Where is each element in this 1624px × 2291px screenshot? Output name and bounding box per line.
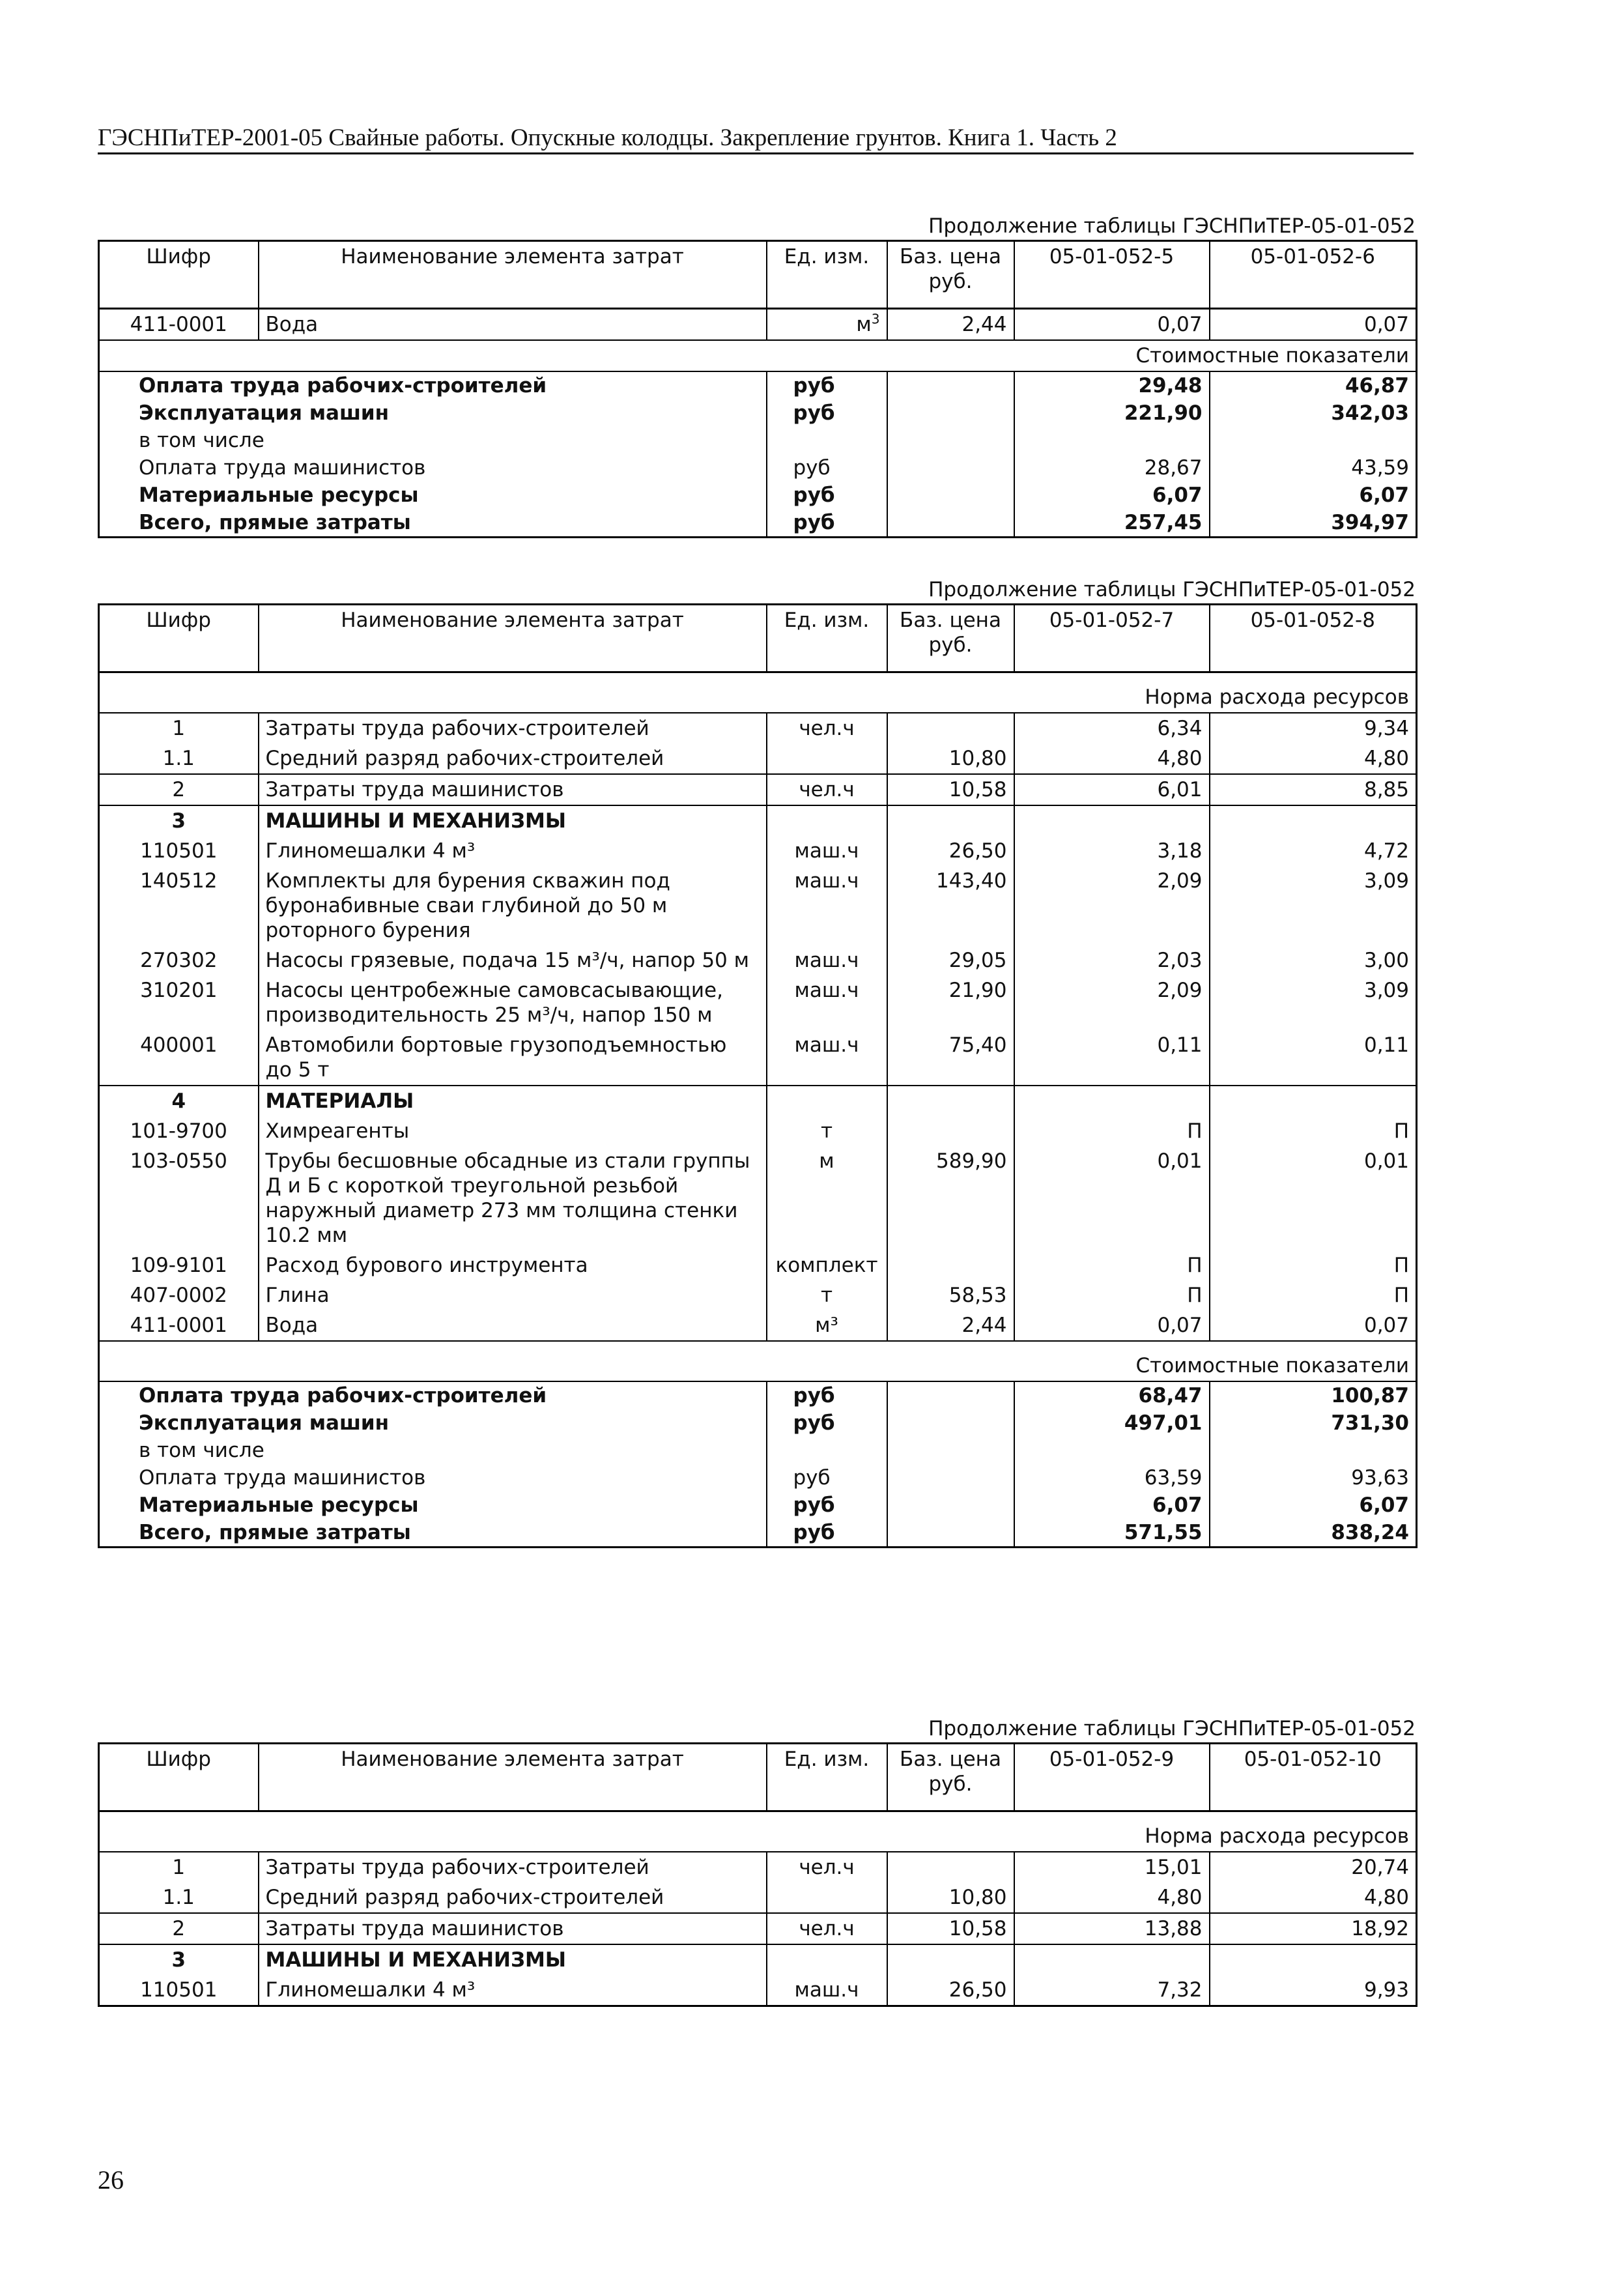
header-col-b: 05-01-052-6: [1210, 241, 1417, 309]
cost-b: 394,97: [1210, 509, 1417, 538]
cost-a: 571,55: [1014, 1519, 1210, 1548]
section-code: 3: [99, 805, 259, 836]
table-row: [99, 774, 1417, 805]
cost-unit: [767, 1437, 887, 1464]
cost-row: [99, 399, 1417, 427]
header-col-a: 05-01-052-5: [1014, 241, 1210, 309]
row-name: Насосы грязевые, подача 15 м³/ч, напор 50 м: [259, 945, 767, 975]
row-a: 6,34: [1014, 713, 1210, 743]
row-a: 2,09: [1014, 975, 1210, 1030]
row-price: 29,05: [887, 945, 1014, 975]
cost-price: [887, 1491, 1014, 1519]
row-price: 10,80: [887, 1882, 1014, 1913]
empty-cell: [887, 1944, 1014, 1975]
cost-name: Эксплуатация машин: [139, 1411, 390, 1435]
header-unit: Ед. изм.: [767, 241, 887, 309]
row-a: 2,09: [1014, 866, 1210, 945]
cost-name: Оплата труда рабочих-строителей: [139, 374, 547, 397]
cost-name: Всего, прямые затраты: [139, 1521, 411, 1544]
row-price: 10,58: [887, 1913, 1014, 1944]
table3: [98, 1742, 1417, 2007]
row-unit: чел.ч: [767, 774, 887, 805]
norm-label-row: [99, 672, 1417, 713]
row-a: 3,18: [1014, 836, 1210, 866]
cost-row: [99, 1437, 1417, 1464]
row-code: 109-9101: [130, 1254, 227, 1277]
row-b: 9,34: [1210, 713, 1417, 743]
row-price: 589,90: [887, 1146, 1014, 1250]
empty-cell: [767, 805, 887, 836]
row-name: Глина: [259, 1280, 767, 1310]
cost-unit: руб: [767, 454, 887, 482]
page-number: 26: [98, 2165, 124, 2195]
cost-b: 731,30: [1210, 1409, 1417, 1437]
row-unit: маш.ч: [767, 975, 887, 1030]
cost-price: [887, 1464, 1014, 1491]
row-code: 310201: [140, 979, 218, 1002]
cost-b: 838,24: [1210, 1519, 1417, 1548]
row-unit: $м^3$: [767, 309, 887, 341]
row-price: 26,50: [887, 1975, 1014, 2006]
cost-row: [99, 371, 1417, 399]
table-row: [99, 1116, 1417, 1146]
row-price: [887, 1852, 1014, 1882]
table2: [98, 603, 1417, 1548]
row-name: Глиномешалки 4 м³: [259, 1975, 767, 2006]
row-price: 21,90: [887, 975, 1014, 1030]
row-a: 13,88: [1014, 1913, 1210, 1944]
cost-unit: руб: [767, 1381, 887, 1409]
header-name: Наименование элемента затрат: [259, 241, 767, 309]
row-a: 4,80: [1014, 743, 1210, 774]
table2-header-row: [99, 605, 1417, 672]
row-code: 1: [172, 1856, 186, 1879]
row-name: Затраты труда машинистов: [259, 1913, 767, 1944]
header-code: Шифр: [99, 241, 259, 309]
row-code: 101-9700: [130, 1119, 227, 1143]
cost-price: [887, 399, 1014, 427]
row-b: 0,07: [1210, 309, 1417, 341]
row-price: 10,58: [887, 774, 1014, 805]
table-row: [99, 713, 1417, 743]
row-a: 0,01: [1014, 1146, 1210, 1250]
row-b: 8,85: [1210, 774, 1417, 805]
norm-label-row: [99, 1811, 1417, 1852]
row-unit: маш.ч: [767, 836, 887, 866]
cost-a: 6,07: [1014, 1491, 1210, 1519]
cost-unit: руб: [767, 1519, 887, 1548]
row-name: Затраты труда машинистов: [259, 774, 767, 805]
row-name: Трубы бесшовные обсадные из стали группы Д и Б с короткой треугольной резьбой наружный диаметр 273 мм толщина стенки 10.2 мм: [259, 1146, 767, 1250]
row-unit: т: [767, 1280, 887, 1310]
table2-caption: Продолжение таблицы ГЭСНПиТЕР-05-01-052: [928, 578, 1416, 601]
section-title: МАТЕРИАЛЫ: [259, 1086, 767, 1116]
cost-b: 46,87: [1210, 371, 1417, 399]
row-unit: маш.ч: [767, 1975, 887, 2006]
row-unit: маш.ч: [767, 866, 887, 945]
cost-row: [99, 1381, 1417, 1409]
row-price: [887, 1116, 1014, 1146]
table1-caption: Продолжение таблицы ГЭСНПиТЕР-05-01-052: [928, 214, 1416, 238]
section-label: Стоимостные показатели: [99, 340, 1417, 371]
row-a: 2,03: [1014, 945, 1210, 975]
row-code: 110501: [140, 839, 218, 863]
row-a: П: [1014, 1250, 1210, 1280]
table-row: [99, 836, 1417, 866]
row-price: 2,44: [887, 1310, 1014, 1341]
table-row: [99, 1882, 1417, 1913]
row-name: Химреагенты: [259, 1116, 767, 1146]
cost-unit: [767, 427, 887, 454]
cost-price: [887, 509, 1014, 538]
row-unit: т: [767, 1116, 887, 1146]
header-price: Баз. цена руб.: [887, 605, 1014, 672]
row-code: 2: [99, 774, 259, 805]
cost-row: [99, 454, 1417, 482]
cost-b: 43,59: [1210, 454, 1417, 482]
empty-cell: [1210, 1086, 1417, 1116]
empty-cell: [1014, 1944, 1210, 1975]
row-b: П: [1210, 1280, 1417, 1310]
row-name: Затраты труда рабочих-строителей: [259, 1852, 767, 1882]
row-code: 270302: [140, 949, 218, 972]
row-a: 0,07: [1014, 309, 1210, 341]
row-unit: маш.ч: [767, 945, 887, 975]
cost-row: [99, 509, 1417, 538]
row-name: Автомобили бортовые грузоподъемностью до 5 т: [259, 1030, 767, 1086]
cost-unit: руб: [767, 1491, 887, 1519]
table1-costs: [99, 371, 1417, 538]
cost-a: 6,07: [1014, 482, 1210, 509]
cost-b: 93,63: [1210, 1464, 1417, 1491]
empty-cell: [887, 1086, 1014, 1116]
cost-b: 342,03: [1210, 399, 1417, 427]
row-unit: маш.ч: [767, 1030, 887, 1086]
row-code: 400001: [140, 1033, 218, 1057]
row-price: 75,40: [887, 1030, 1014, 1086]
cost-row: [99, 1409, 1417, 1437]
row-price: 2,44: [887, 309, 1014, 341]
row-unit: [767, 1882, 887, 1913]
row-code: 407-0002: [130, 1284, 227, 1307]
cost-name: Всего, прямые затраты: [139, 511, 411, 534]
cost-name: Оплата труда машинистов: [139, 456, 426, 480]
machines-section-row: [99, 1944, 1417, 1975]
empty-cell: [767, 1944, 887, 1975]
row-code: 103-0550: [130, 1149, 227, 1173]
table-row: [99, 743, 1417, 774]
row-a: 0,07: [1014, 1310, 1210, 1341]
cost-name: Оплата труда рабочих-строителей: [139, 1384, 547, 1407]
cost-b: 6,07: [1210, 1491, 1417, 1519]
cost-row: [99, 482, 1417, 509]
row-price: 58,53: [887, 1280, 1014, 1310]
table1-header-row: [99, 241, 1417, 309]
row-b: П: [1210, 1250, 1417, 1280]
empty-cell: [1014, 1086, 1210, 1116]
section-label-row: [99, 1341, 1417, 1381]
cost-price: [887, 1381, 1014, 1409]
cost-a: 63,59: [1014, 1464, 1210, 1491]
row-unit: [767, 743, 887, 774]
row-b: 0,07: [1210, 1310, 1417, 1341]
cost-price: [887, 1437, 1014, 1464]
cost-name: Материальные ресурсы: [139, 1493, 419, 1517]
table-row: [99, 945, 1417, 975]
cost-a: 68,47: [1014, 1381, 1210, 1409]
table-row: [99, 1280, 1417, 1310]
table-row: [99, 1852, 1417, 1882]
cost-unit: руб: [767, 399, 887, 427]
row-b: 4,80: [1210, 743, 1417, 774]
table3-header-row: [99, 1744, 1417, 1811]
table-row: [99, 1913, 1417, 1944]
empty-cell: [1210, 805, 1417, 836]
table-row: [99, 1975, 1417, 2006]
cost-row: [99, 1464, 1417, 1491]
row-price: [887, 1250, 1014, 1280]
empty-cell: [1210, 1944, 1417, 1975]
row-a: 7,32: [1014, 1975, 1210, 2006]
row-price: [887, 713, 1014, 743]
row-b: 9,93: [1210, 1975, 1417, 2006]
cost-unit: руб: [767, 1464, 887, 1491]
row-code: 411-0001: [130, 313, 227, 336]
section-code: 3: [99, 1944, 259, 1975]
row-code: 1: [172, 717, 186, 740]
row-unit: чел.ч: [767, 1913, 887, 1944]
machines-section-row: [99, 805, 1417, 836]
cost-unit: руб: [767, 371, 887, 399]
norm-label: Норма расхода ресурсов: [99, 1811, 1417, 1852]
header-code: Шифр: [99, 1744, 259, 1811]
norm-label: Норма расхода ресурсов: [99, 672, 1417, 713]
table-row: [99, 1310, 1417, 1341]
row-name: Глиномешалки 4 м³: [259, 836, 767, 866]
cost-name: Оплата труда машинистов: [139, 1466, 426, 1490]
row-b: 18,92: [1210, 1913, 1417, 1944]
cost-price: [887, 427, 1014, 454]
row-price: 10,80: [887, 743, 1014, 774]
cost-b: 6,07: [1210, 482, 1417, 509]
cost-unit: руб: [767, 1409, 887, 1437]
header-name: Наименование элемента затрат: [259, 605, 767, 672]
cost-name: Эксплуатация машин: [139, 401, 390, 425]
cost-name: Материальные ресурсы: [139, 483, 419, 507]
row-b: 4,72: [1210, 836, 1417, 866]
header-unit: Ед. изм.: [767, 1744, 887, 1811]
section-label: Стоимостные показатели: [99, 1341, 1417, 1381]
cost-row: [99, 1519, 1417, 1548]
cost-b: 100,87: [1210, 1381, 1417, 1409]
header-col-b: 05-01-052-10: [1210, 1744, 1417, 1811]
row-name: Средний разряд рабочих-строителей: [259, 743, 767, 774]
row-price: 143,40: [887, 866, 1014, 945]
header-code: Шифр: [99, 605, 259, 672]
row-name: Насосы центробежные самовсасывающие, производительность 25 м³/ч, напор 150 м: [259, 975, 767, 1030]
cost-price: [887, 1409, 1014, 1437]
row-name: Затраты труда рабочих-строителей: [259, 713, 767, 743]
cost-name: в том числе: [139, 429, 264, 452]
row-unit: м: [767, 1146, 887, 1250]
row-unit: чел.ч: [767, 1852, 887, 1882]
table3-body: [99, 1852, 1417, 2006]
row-name: Расход бурового инструмента: [259, 1250, 767, 1280]
cost-a: [1014, 427, 1210, 454]
header-col-a: 05-01-052-7: [1014, 605, 1210, 672]
cost-price: [887, 1519, 1014, 1548]
table-row: [99, 975, 1417, 1030]
table2-body: [99, 713, 1417, 1341]
header-price: Баз. цена руб.: [887, 1744, 1014, 1811]
header-col-a: 05-01-052-9: [1014, 1744, 1210, 1811]
table3-caption: Продолжение таблицы ГЭСНПиТЕР-05-01-052: [928, 1717, 1416, 1740]
page-header: ГЭСНПиТЕР-2001-05 Свайные работы. Опускные колодцы. Закрепление грунтов. Книга 1. Часть 2: [98, 125, 1414, 154]
row-b: 3,09: [1210, 866, 1417, 945]
materials-section-row: [99, 1086, 1417, 1116]
cost-a: 28,67: [1014, 454, 1210, 482]
cost-name: в том числе: [139, 1439, 264, 1462]
row-code: 110501: [140, 1978, 218, 2002]
empty-cell: [767, 1086, 887, 1116]
row-unit: чел.ч: [767, 713, 887, 743]
table-row: [99, 309, 1417, 341]
cost-price: [887, 482, 1014, 509]
row-code: 1.1: [162, 1886, 195, 1909]
header-unit: Ед. изм.: [767, 605, 887, 672]
table-row: [99, 1146, 1417, 1250]
cost-row: [99, 1491, 1417, 1519]
cost-unit: руб: [767, 509, 887, 538]
empty-cell: [887, 805, 1014, 836]
row-b: 0,11: [1210, 1030, 1417, 1086]
row-unit: комплект: [767, 1250, 887, 1280]
row-name: Комплекты для бурения скважин под буронабивные сваи глубиной до 50 м роторного бурения: [259, 866, 767, 945]
section-title: МАШИНЫ И МЕХАНИЗМЫ: [259, 805, 767, 836]
table-row: [99, 1250, 1417, 1280]
row-code: 411-0001: [130, 1314, 227, 1337]
row-code: 140512: [140, 869, 218, 893]
header-name: Наименование элемента затрат: [259, 1744, 767, 1811]
section-code: 4: [99, 1086, 259, 1116]
row-name: Вода: [259, 309, 767, 341]
row-b: 3,00: [1210, 945, 1417, 975]
table-row: [99, 1030, 1417, 1086]
row-a: 6,01: [1014, 774, 1210, 805]
row-b: П: [1210, 1116, 1417, 1146]
empty-cell: [1014, 805, 1210, 836]
row-price: 26,50: [887, 836, 1014, 866]
cost-price: [887, 371, 1014, 399]
cost-a: 257,45: [1014, 509, 1210, 538]
cost-row: [99, 427, 1417, 454]
header-price: Баз. цена руб.: [887, 241, 1014, 309]
cost-a: 497,01: [1014, 1409, 1210, 1437]
cost-price: [887, 454, 1014, 482]
row-name: Вода: [259, 1310, 767, 1341]
cost-b: [1210, 1437, 1417, 1464]
row-b: 4,80: [1210, 1882, 1417, 1913]
header-col-b: 05-01-052-8: [1210, 605, 1417, 672]
row-code: 2: [99, 1913, 259, 1944]
row-name: Средний разряд рабочих-строителей: [259, 1882, 767, 1913]
row-a: 15,01: [1014, 1852, 1210, 1882]
row-b: 3,09: [1210, 975, 1417, 1030]
section-title: МАШИНЫ И МЕХАНИЗМЫ: [259, 1944, 767, 1975]
row-unit: м³: [767, 1310, 887, 1341]
row-b: 0,01: [1210, 1146, 1417, 1250]
table1: [98, 240, 1417, 538]
cost-b: [1210, 427, 1417, 454]
row-a: П: [1014, 1116, 1210, 1146]
row-a: 0,11: [1014, 1030, 1210, 1086]
row-code: 1.1: [162, 747, 195, 770]
row-a: П: [1014, 1280, 1210, 1310]
section-label-row: [99, 340, 1417, 371]
table-row: [99, 866, 1417, 945]
row-a: 4,80: [1014, 1882, 1210, 1913]
cost-unit: руб: [767, 482, 887, 509]
cost-a: 29,48: [1014, 371, 1210, 399]
row-b: 20,74: [1210, 1852, 1417, 1882]
table2-costs: [99, 1381, 1417, 1548]
cost-a: 221,90: [1014, 399, 1210, 427]
cost-a: [1014, 1437, 1210, 1464]
